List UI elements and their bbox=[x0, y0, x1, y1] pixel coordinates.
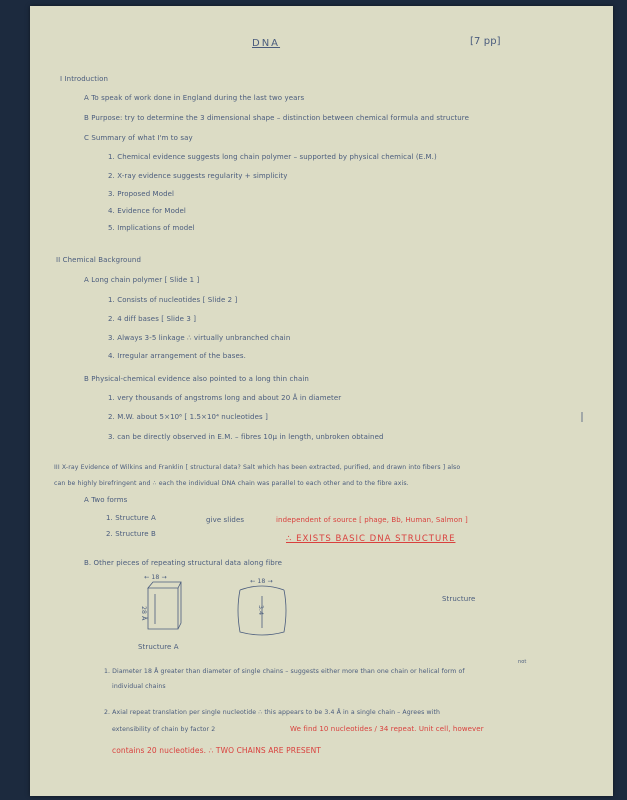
section-1-item-b: B Purpose: try to determine the 3 dimensional shape – distinction between chemical formula and structure bbox=[84, 114, 469, 122]
item-1-superscript: not bbox=[518, 659, 527, 665]
section-2-item-a: A Long chain polymer [ Slide 1 ] bbox=[84, 276, 200, 284]
section-2-item-b: B Physical-chemical evidence also pointed to a long thin chain bbox=[84, 375, 309, 383]
phys-point-2: 2. M.W. about 5×10⁶ [ 1.5×10⁴ nucleotides ] bbox=[108, 413, 268, 421]
two-chains-conclusion: contains 20 nucleotides. ∴ TWO CHAINS ARE PRESENT bbox=[112, 746, 321, 755]
phys-point-1: 1. very thousands of angstroms long and about 20 Å in diameter bbox=[108, 394, 342, 402]
sketch-a-caption: Structure A bbox=[138, 643, 179, 651]
exists-basic-structure-note: ∴ EXISTS BASIC DNA STRUCTURE bbox=[286, 534, 456, 544]
chem-point-3: 3. Always 3-5 linkage ∴ virtually unbranched chain bbox=[108, 334, 291, 342]
sketch-a-top bbox=[148, 582, 181, 588]
summary-point-1: 1. Chemical evidence suggests long chain polymer – supported by physical chemical (E.M.) bbox=[108, 153, 437, 161]
summary-point-3: 3. Proposed Model bbox=[108, 190, 175, 198]
ten-nucleotides-note: We find 10 nucleotides / 34 repeat. Unit cell, however bbox=[290, 725, 484, 733]
summary-point-5: 5. Implications of model bbox=[108, 224, 195, 232]
chem-point-2: 2. 4 diff bases [ Slide 3 ] bbox=[108, 315, 197, 323]
sketch-a-width-label: ← 18 → bbox=[144, 574, 167, 581]
summary-point-2: 2. X-ray evidence suggests regularity + simplicity bbox=[108, 172, 288, 180]
diameter-point-cont: individual chains bbox=[112, 683, 166, 690]
phys-point-3: 3. can be directly observed in E.M. – fibres 10μ in length, unbroken obtained bbox=[108, 433, 384, 441]
chem-point-1: 1. Consists of nucleotides [ Slide 2 ] bbox=[108, 296, 238, 304]
section-1-heading: I Introduction bbox=[60, 75, 109, 83]
page-title: DNA bbox=[252, 38, 281, 49]
section-1-item-a: A To speak of work done in England during the last two years bbox=[84, 94, 305, 102]
section-3-heading-cont: can be highly birefringent and ∴ each the individual DNA chain was parallel to each other and to the fibre axis. bbox=[54, 480, 409, 487]
sketch-b-width-label: ← 18 → bbox=[250, 578, 273, 585]
sketch-a-height-label: 28 Å bbox=[140, 606, 147, 621]
axial-repeat-point: 2. Axial repeat translation per single nucleotide ∴ this appears to be 3.4 Å in a single chain – Agrees with bbox=[104, 709, 441, 716]
section-1-item-c: C Summary of what I'm to say bbox=[84, 134, 193, 142]
manuscript-page bbox=[30, 6, 613, 796]
sketch-structure-label: Structure bbox=[442, 595, 476, 603]
chem-point-4: 4. Irregular arrangement of the bases. bbox=[108, 352, 246, 360]
axial-repeat-point-cont: extensibility of chain by factor 2 bbox=[112, 726, 216, 733]
section-3-heading: III X-ray Evidence of Wilkins and Franklin [ structural data? Salt which has been extracted, purified, and drawn into fibers ] also bbox=[54, 464, 461, 471]
structure-a-label: 1. Structure A bbox=[106, 514, 156, 522]
section-3-item-a: A Two forms bbox=[84, 496, 128, 504]
structure-sketches bbox=[30, 6, 613, 796]
sketch-b-top bbox=[240, 586, 284, 590]
sketch-b-height-label: 3.4 bbox=[257, 605, 264, 616]
summary-point-4: 4. Evidence for Model bbox=[108, 207, 186, 215]
sketch-a-front bbox=[148, 588, 178, 629]
structure-b-label: 2. Structure B bbox=[106, 530, 156, 538]
page-count: [7 pp] bbox=[470, 36, 501, 47]
diameter-point: 1. Diameter 18 Å greater than diameter of single chains – suggests either more than one chain or helical form of bbox=[104, 668, 465, 675]
section-2-heading: II Chemical Background bbox=[56, 256, 142, 264]
sketch-a-side bbox=[178, 582, 181, 629]
section-3-item-b: B. Other pieces of repeating structural data along fibre bbox=[84, 559, 283, 567]
independent-of-source-note: independent of source [ phage, Bb, Human, Salmon ] bbox=[276, 516, 468, 524]
give-slides-note: give slides bbox=[206, 516, 245, 524]
